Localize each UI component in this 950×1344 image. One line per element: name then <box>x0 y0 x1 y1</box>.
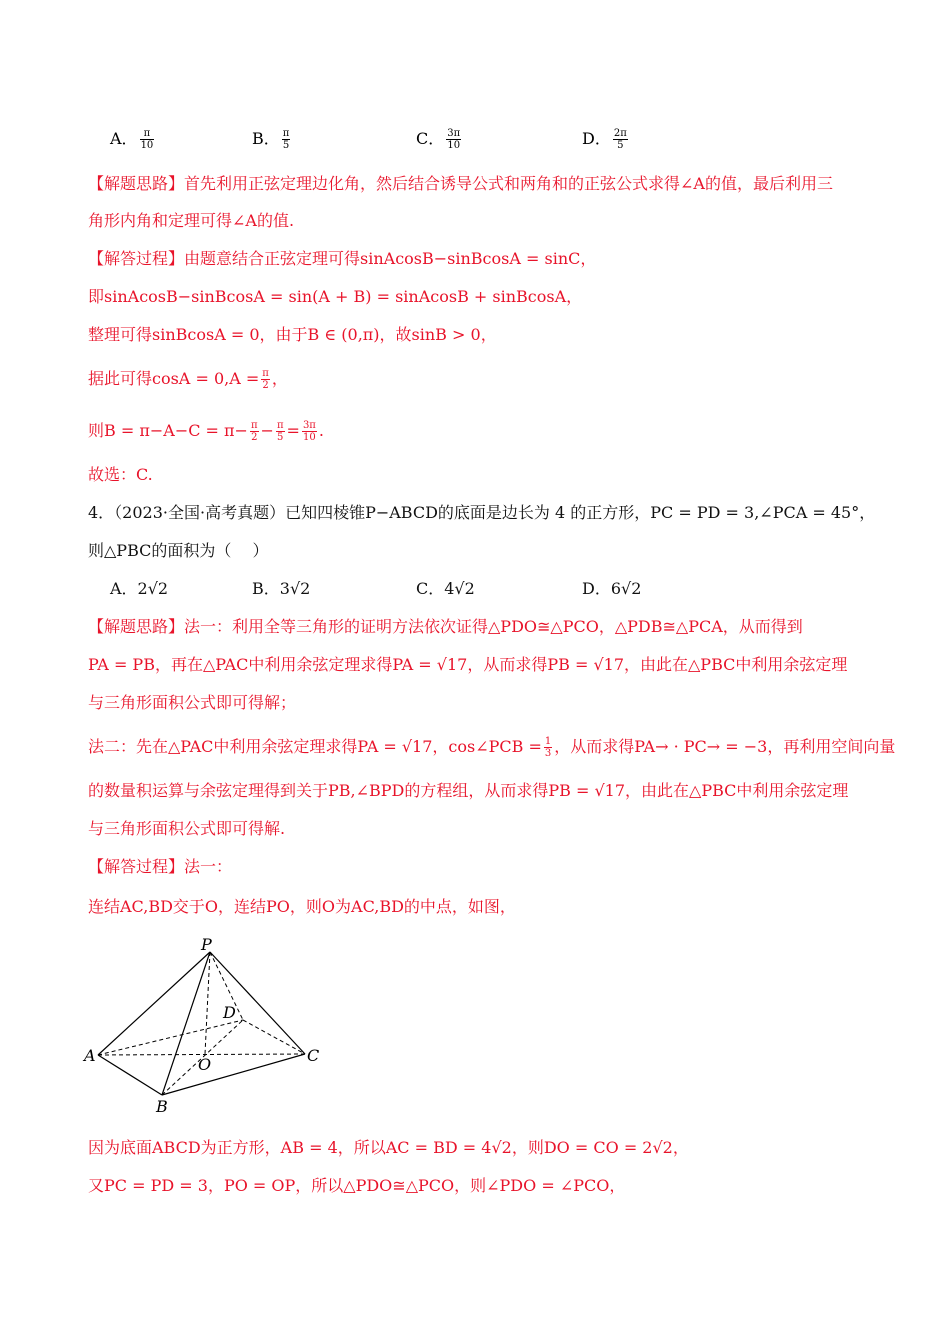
q3-solution-line5: 则B = π−A−C = π− $\frac{\pi}{2}$ − $\frac{\pi}{5}$ = $\frac{3\pi}{10}$ . <box>88 420 324 443</box>
q3-option-c: C． $\frac{3\pi}{10}$ <box>416 128 461 151</box>
q3-option-a: A． $\frac{\pi}{10}$ <box>110 128 154 151</box>
label-o: O <box>198 1055 212 1074</box>
edge-dc <box>243 1020 305 1054</box>
label-a: A <box>84 1046 96 1065</box>
q4-thought-line3: 与三角形面积公式即可得解； <box>88 693 297 712</box>
q3-solution-line2: 即sinAcosB−sinBcosA = sin(A + B) = sinAcosB + sinBcosA， <box>88 287 583 306</box>
q4-option-b: B．3√2 <box>252 579 311 598</box>
q4-solution-line2: 连结AC,BD交于O，连结PO，则O为AC,BD的中点，如图， <box>88 897 516 916</box>
q4-solution-line3: 因为底面ABCD为正方形，AB = 4，所以AC = BD = 4√2，则DO = CO = 2√2， <box>88 1138 689 1157</box>
pyramid-figure <box>80 930 340 1120</box>
q4-solution-line4: 又PC = PD = 3，PO = OP，所以△PDO≅△PCO，则∠PDO = ∠PCO， <box>88 1176 626 1195</box>
q4-option-d: D．6√2 <box>582 579 642 598</box>
q3-thought-line1: 【解题思路】首先利用正弦定理边化角，然后结合诱导公式和两角和的正弦公式求得∠A的值，最后利用三 <box>88 174 833 193</box>
edge-ab <box>98 1055 162 1095</box>
q4-thought-line2: PA = PB，再在△PAC中利用余弦定理求得PA = √17，从而求得PB = √17，由此在△PBC中利用余弦定理 <box>88 655 848 674</box>
q3-answer: 故选：C. <box>88 465 153 484</box>
q3-thought-line2: 角形内角和定理可得∠A的值. <box>88 211 295 230</box>
q3-solution-line4: 据此可得cosA = 0,A = $\frac{\pi}{2}$ ， <box>88 368 288 391</box>
q4-solution-line1: 【解答过程】法一： <box>88 857 233 876</box>
label-p: P <box>201 935 212 954</box>
q4-thought-line6: 与三角形面积公式即可得解. <box>88 819 286 838</box>
edge-ad <box>98 1020 243 1055</box>
label-c: C <box>307 1046 320 1065</box>
q4-option-c: C．4√2 <box>416 579 475 598</box>
q4-thought-line1: 【解题思路】法一：利用全等三角形的证明方法依次证得△PDO≅△PCO，△PDB≅△PCA，从而得到 <box>88 617 803 636</box>
q4-stem-line1: 4．（2023·全国·高考真题）已知四棱锥P−ABCD的底面是边长为 4 的正方形，PC = PD = 3,∠PCA = 45°， <box>88 503 876 522</box>
label-d: D <box>223 1003 236 1022</box>
q4-thought-line5: 的数量积运算与余弦定理得到关于PB,∠BPD的方程组，从而求得PB = √17，由此在△PBC中利用余弦定理 <box>88 781 849 800</box>
q4-option-a: A．2√2 <box>110 579 169 598</box>
q3-option-b: B． $\frac{\pi}{5}$ <box>252 128 290 151</box>
q4-thought-line4: 法二：先在△PAC中利用余弦定理求得PA = √17，cos∠PCB = $\frac{1}{3}$ ，从而求得PA→ · PC→ = −3，再利用空间向量 <box>88 736 896 759</box>
q4-stem-line2: 则△PBC的面积为（ ） <box>88 541 269 560</box>
label-b: B <box>156 1097 168 1116</box>
q3-solution-line1: 【解答过程】由题意结合正弦定理可得sinAcosB−sinBcosA = sinC， <box>88 249 597 268</box>
q3-solution-line3: 整理可得sinBcosA = 0，由于B ∈ (0,π)，故sinB > 0， <box>88 325 497 344</box>
edge-po <box>205 952 210 1054</box>
q3-option-d: D． $\frac{2\pi}{5}$ <box>582 128 627 151</box>
